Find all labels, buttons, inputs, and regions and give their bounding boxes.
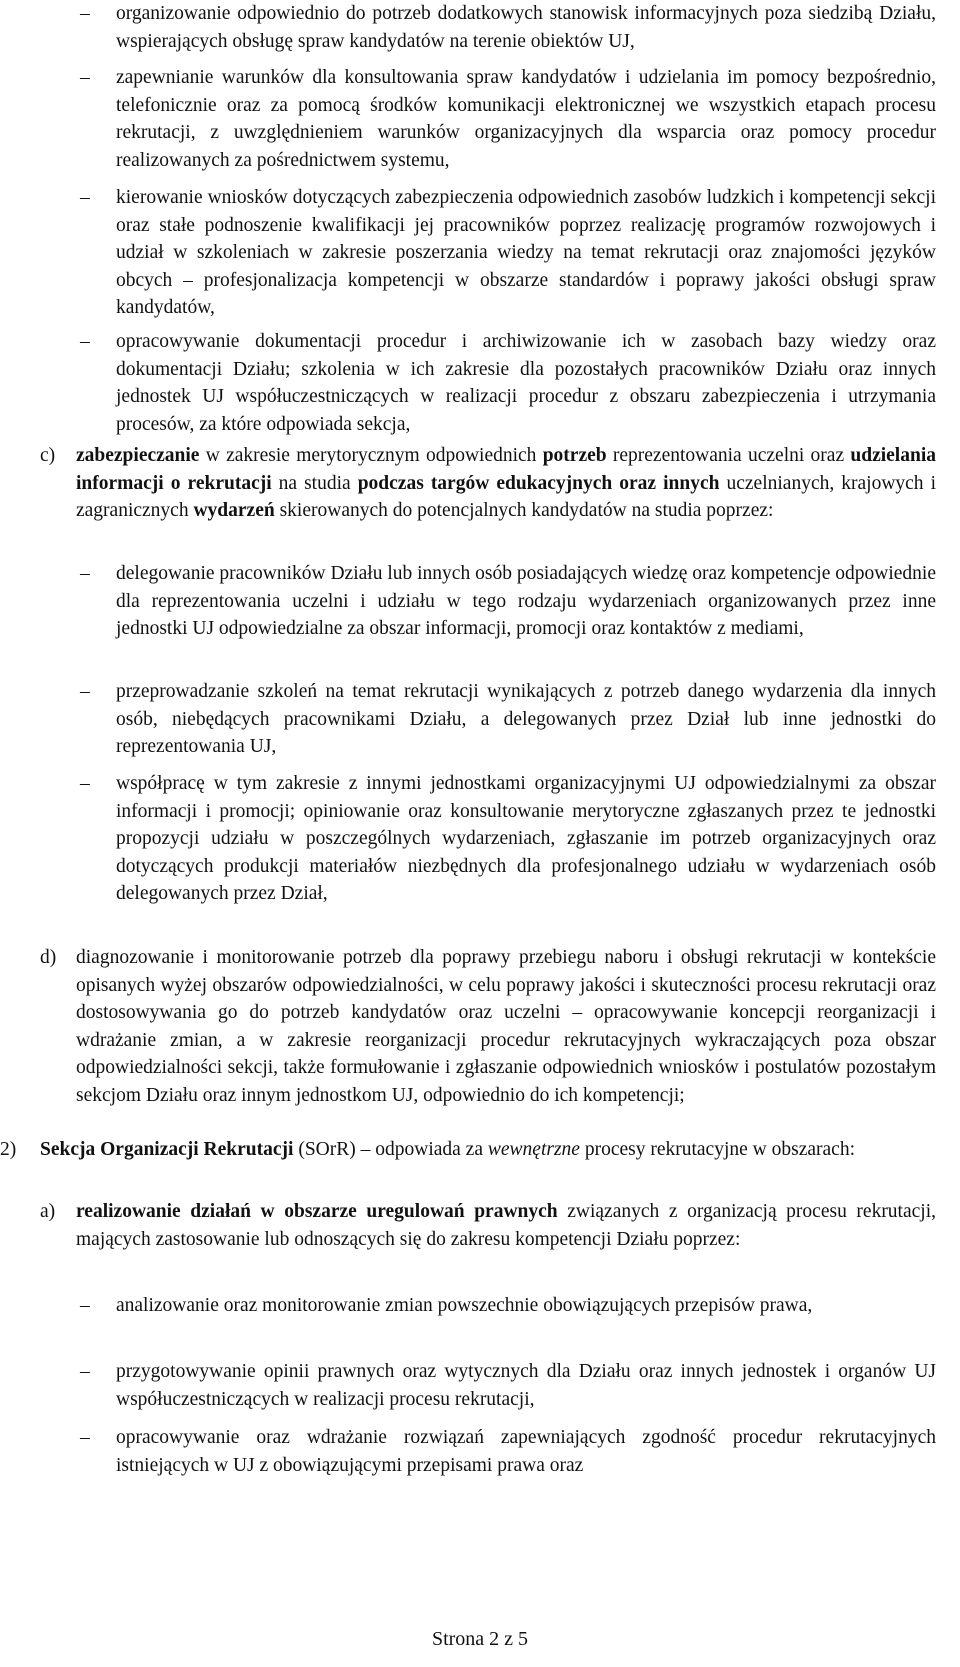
list-item-text: zapewnianie warunków dla konsultowania spraw kandydatów i udzielania im pomocy bezpośrednio, telefonicznie oraz za pomocą środków komunikacji elektronicznej we wszystkich etapach procesu rekrutacji, z uwzględnieniem warunków organizacyjnych dla wsparcia oraz pomocy procedur realizowanych za pośrednictwem systemu,: [116, 67, 936, 171]
text-run: (SOrR) – odpowiada za: [293, 1139, 488, 1160]
section-marker: 2): [0, 1139, 17, 1160]
list-marker: –: [80, 67, 90, 88]
list-marker: –: [80, 773, 90, 794]
item-marker: d): [40, 947, 57, 968]
text-run: w zakresie merytorycznym odpowiednich: [199, 445, 543, 466]
list-item-text: przeprowadzanie szkoleń na temat rekrutacji wynikających z potrzeb danego wydarzenia dla innych osób, niebędących pracownikami Działu, a delegowanych przez Dział lub inne jednostki do reprezentowania UJ,: [116, 681, 936, 757]
list-marker: –: [80, 1295, 90, 1316]
text-run: skierowanych do potencjalnych kandydatów na studia poprzez:: [274, 500, 774, 521]
list-item: [80, 184, 936, 322]
item-text: [76, 1198, 936, 1253]
section-text: [40, 1136, 936, 1164]
bold-phrase: udzielania informacji o rekrutacji: [76, 445, 936, 494]
list-marker: –: [80, 1361, 90, 1382]
list-item-text: przygotowywanie opinii prawnych oraz wytycznych dla Działu oraz innych jednostek i organów UJ współuczestniczących w realizacji procesu rekrutacji,: [116, 1361, 936, 1410]
list-item: [80, 0, 936, 55]
bold-phrase: Sekcja Organizacji Rekrutacji: [40, 1139, 294, 1160]
page-footer: Strona 2 z 5: [431, 1628, 529, 1650]
bold-phrase: potrzeb: [542, 445, 607, 466]
list-item: [80, 64, 936, 174]
list-item: [80, 1358, 936, 1413]
item-text: diagnozowanie i monitorowanie potrzeb dla poprawy przebiegu naboru i obsługi rekrutacji w kontekście opisanych wyżej obszarów odpowiedzialności, w celu poprawy jakości i skuteczności procesu rekrutacji oraz dostosowywania go do potrzeb kandydatów oraz uczelni – opracowywanie koncepcji reorganizacji i wdrażanie zmian, a w zakresie reorganizacji procedur rekrutacyjnych wykraczających poza obszar odpowiedzialności sekcji, także formułowanie i zgłaszanie odpowiednich wniosków i postulatów pozostałym sekcjom Działu oraz innym jednostkom UJ, odpowiednio do ich kompetencji;: [76, 947, 936, 1106]
list-item-text: opracowywanie oraz wdrażanie rozwiązań zapewniających zgodność procedur rekrutacyjnych istniejących w UJ z obowiązującymi przepisami prawa oraz: [116, 1427, 936, 1476]
list-item: [80, 678, 936, 761]
italic-phrase: wewnętrzne: [487, 1139, 580, 1160]
lettered-item-d: [40, 944, 936, 1109]
list-item: [80, 560, 936, 643]
list-item-text: delegowanie pracowników Działu lub innych osób posiadających wiedzę oraz kompetencje odpowiednie dla reprezentowania uczelni i udziału w tego rodzaju wydarzeniach organizowanych przez inne jednostki UJ odpowiedzialne za obszar informacji, promocji oraz kontaktów z mediami,: [116, 563, 936, 639]
list-item: [80, 1424, 936, 1479]
bold-phrase: wydarzeń: [193, 500, 275, 521]
list-item: [80, 328, 936, 438]
list-item-text: organizowanie odpowiednio do potrzeb dodatkowych stanowisk informacyjnych poza siedzibą Działu, wspierających obsługę spraw kandydatów na terenie obiektów UJ,: [116, 3, 936, 52]
list-marker: –: [80, 331, 90, 352]
bold-phrase: podczas targów edukacyjnych oraz innych: [357, 472, 720, 494]
text-run: związanych z organizacją procesu rekrutacji, mających zastosowanie lub odnoszących się do zakresu kompetencji Działu poprzez:: [76, 1201, 936, 1250]
item-text: [76, 442, 936, 525]
bold-phrase: realizowanie działań w obszarze uregulowań prawnych: [76, 1201, 558, 1222]
list-marker: –: [80, 1427, 90, 1448]
list-item: [80, 770, 936, 908]
lettered-item-a: [40, 1198, 936, 1253]
bold-phrase: zabezpieczanie: [76, 445, 200, 466]
list-item-text: opracowywanie dokumentacji procedur i archiwizowanie ich w zasobach bazy wiedzy oraz dokumentacji Działu; szkolenia w ich zakresie dla pozostałych pracowników Działu oraz innych jednostek UJ współuczestniczących w realizacji procedur z obszaru zabezpieczenia i utrzymania procesów, za które odpowiada sekcja,: [116, 331, 936, 435]
list-item-text: kierowanie wniosków dotyczących zabezpieczenia odpowiednich zasobów ludzkich i kompetencji sekcji oraz stałe podnoszenie kwalifikacji jej pracowników poprzez realizację programów rozwojowych i udział w szkoleniach w zakresie poszerzania wiedzy na temat rekrutacji oraz znajomości języków obcych – profesjonalizacja kompetencji w obszarze standardów i poprawy jakości obsługi spraw kandydatów,: [116, 187, 936, 318]
numbered-section-2: [0, 1136, 936, 1164]
list-item-text: współpracę w tym zakresie z innymi jednostkami organizacyjnymi UJ odpowiedzialnymi za obszar informacji i promocji; opiniowanie oraz konsultowanie merytoryczne zgłaszanych przez te jednostki propozycji udziału w poszczególnych wydarzeniach, zgłaszanie im potrzeb organizacyjnych oraz dotyczących produkcji materiałów niezbędnych dla profesjonalnego udziału w wydarzeniach osób delegowanych przez Dział,: [116, 773, 936, 904]
item-marker: c): [40, 445, 56, 466]
text-run: reprezentowania uczelni oraz: [606, 445, 851, 466]
list-item: [80, 1292, 936, 1320]
item-marker: a): [40, 1201, 56, 1222]
text-run: procesy rekrutacyjne w obszarach:: [579, 1139, 855, 1160]
text-run: uczelnianych, krajowych i zagranicznych: [76, 472, 936, 521]
list-item-text: analizowanie oraz monitorowanie zmian powszechnie obowiązujących przepisów prawa,: [116, 1295, 813, 1316]
list-marker: –: [80, 187, 90, 208]
list-marker: –: [80, 3, 90, 24]
text-run: na studia: [271, 472, 358, 494]
list-marker: –: [80, 681, 90, 702]
list-marker: –: [80, 563, 90, 584]
lettered-item-c: [40, 442, 936, 525]
